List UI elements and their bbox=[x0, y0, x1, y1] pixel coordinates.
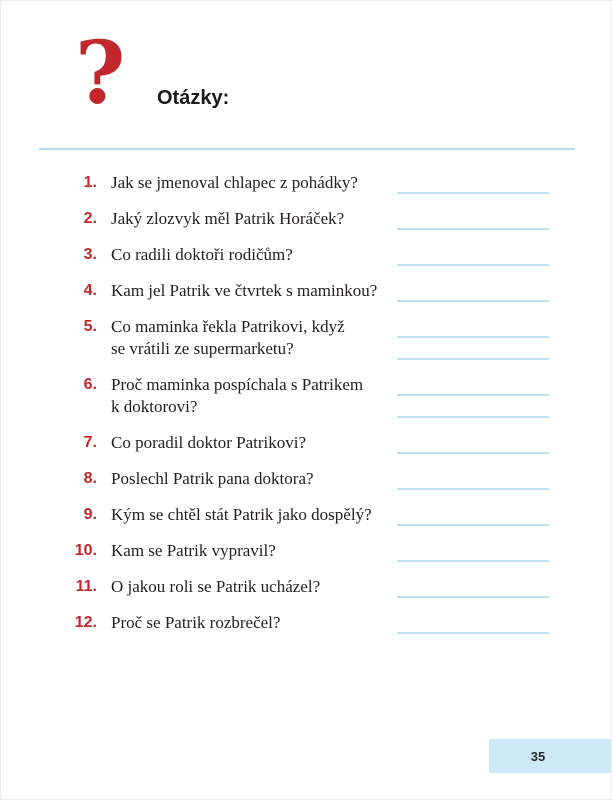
question-text-line: O jakou roli se Patrik ucházel? bbox=[111, 577, 321, 596]
question-text-line: Poslechl Patrik pana doktora? bbox=[111, 469, 314, 488]
question-text bbox=[111, 576, 387, 598]
question-text bbox=[111, 468, 387, 490]
answer-lines bbox=[397, 504, 549, 526]
question-text-line: Proč maminka pospíchala s Patrikem bbox=[111, 375, 364, 394]
question-number: 8. bbox=[83, 470, 97, 487]
question-text bbox=[111, 504, 387, 526]
question-number: 11. bbox=[75, 578, 97, 595]
answer-lines bbox=[397, 244, 549, 266]
question-row bbox=[57, 468, 549, 490]
page-number: 35 bbox=[530, 748, 546, 764]
answer-blank-line bbox=[397, 374, 549, 396]
answer-blank-line bbox=[397, 540, 549, 562]
answer-lines bbox=[397, 432, 549, 454]
question-number: 1. bbox=[83, 174, 97, 191]
question-row bbox=[57, 208, 549, 230]
question-text-line: Jak se jmenoval chlapec z pohádky? bbox=[111, 173, 358, 192]
question-text-line: Kam se Patrik vypravil? bbox=[111, 541, 276, 560]
answer-blank-line bbox=[397, 244, 549, 266]
answer-blank-line bbox=[397, 208, 549, 230]
answer-blank-line bbox=[397, 280, 549, 302]
answer-lines bbox=[397, 280, 549, 302]
answer-blank-line bbox=[397, 468, 549, 490]
header-divider bbox=[39, 148, 575, 150]
page-title: Otázky: bbox=[157, 87, 230, 109]
question-number: 7. bbox=[83, 434, 97, 451]
question-text-line: Proč se Patrik rozbrečel? bbox=[111, 613, 281, 632]
question-row bbox=[57, 374, 549, 418]
question-text-line: se vrátili ze supermarketu? bbox=[111, 339, 294, 358]
question-row bbox=[57, 540, 549, 562]
question-number: 10. bbox=[74, 542, 97, 559]
question-text-line: Co radili doktoři rodičům? bbox=[111, 245, 293, 264]
answer-blank-line bbox=[397, 396, 549, 418]
question-text bbox=[111, 316, 387, 360]
question-number: 9. bbox=[83, 506, 97, 523]
answer-lines bbox=[397, 468, 549, 490]
question-text bbox=[111, 540, 387, 562]
answer-blank-line bbox=[397, 172, 549, 194]
answer-blank-line bbox=[397, 576, 549, 598]
question-row bbox=[57, 244, 549, 266]
question-number: 2. bbox=[83, 210, 97, 227]
answer-lines bbox=[397, 612, 549, 634]
question-number: 4. bbox=[83, 282, 97, 299]
question-number: 3. bbox=[83, 246, 97, 263]
answer-lines bbox=[397, 172, 549, 194]
question-row bbox=[57, 504, 549, 526]
question-text-line: Co poradil doktor Patrikovi? bbox=[111, 433, 307, 452]
answer-blank-line bbox=[397, 612, 549, 634]
answer-blank-line bbox=[397, 504, 549, 526]
page-number-badge bbox=[489, 739, 611, 773]
question-text-line: Jaký zlozvyk měl Patrik Horáček? bbox=[111, 209, 345, 228]
answer-lines bbox=[397, 540, 549, 562]
question-number: 5. bbox=[83, 318, 97, 335]
question-number: 6. bbox=[83, 376, 97, 393]
answer-blank-line bbox=[397, 316, 549, 338]
answer-blank-line bbox=[397, 338, 549, 360]
question-row bbox=[57, 280, 549, 302]
question-row bbox=[57, 316, 549, 360]
answer-lines bbox=[397, 316, 549, 360]
question-text bbox=[111, 374, 387, 418]
question-row bbox=[57, 612, 549, 634]
question-row bbox=[57, 172, 549, 194]
question-text bbox=[111, 280, 387, 302]
answer-lines bbox=[397, 576, 549, 598]
question-text-line: Kým se chtěl stát Patrik jako dospělý? bbox=[111, 505, 372, 524]
question-text bbox=[111, 172, 387, 194]
question-mark-icon: ? bbox=[75, 23, 126, 124]
question-text bbox=[111, 432, 387, 454]
question-text-line: Co maminka řekla Patrikovi, když bbox=[111, 317, 345, 336]
question-text bbox=[111, 244, 387, 266]
question-text-line: k doktorovi? bbox=[111, 397, 198, 416]
question-row bbox=[57, 432, 549, 454]
question-text bbox=[111, 612, 387, 634]
answer-lines bbox=[397, 374, 549, 418]
answer-lines bbox=[397, 208, 549, 230]
question-text bbox=[111, 208, 387, 230]
answer-blank-line bbox=[397, 432, 549, 454]
question-list bbox=[57, 172, 549, 648]
question-row bbox=[57, 576, 549, 598]
question-number: 12. bbox=[74, 614, 97, 631]
question-text-line: Kam jel Patrik ve čtvrtek s maminkou? bbox=[111, 281, 378, 300]
